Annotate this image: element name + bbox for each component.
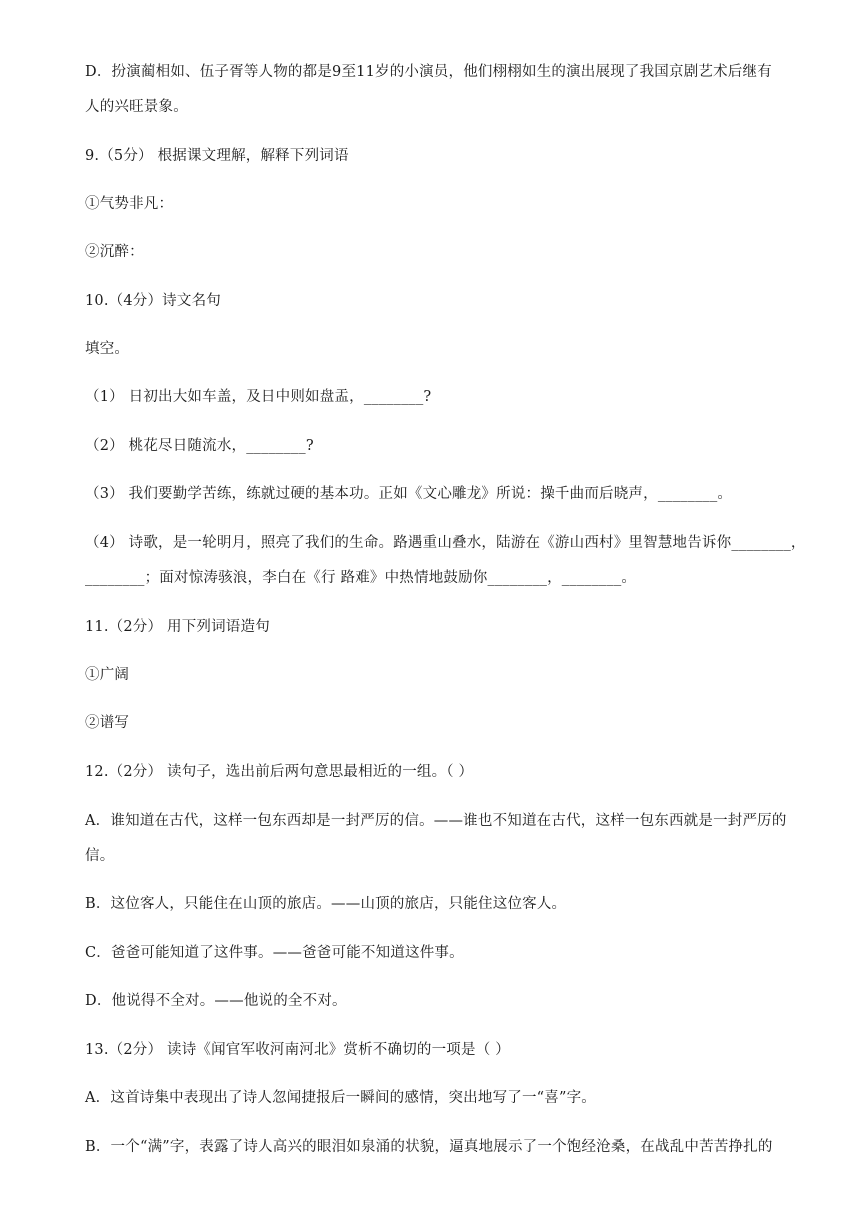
q12-option-a-line-1: A．谁知道在古代，这样一包东西却是一封严厉的信。——谁也不知道在古代，这样一包东西就是一封严厉的 (85, 813, 787, 829)
q10-item-4-line-1: （4） 诗歌，是一轮明月，照亮了我们的生命。路遇重山叠水，陆游在《游山西村》里智慧地告诉你________， (85, 535, 806, 551)
q10-instruction: 填空。 (85, 341, 130, 357)
q12-option-d: D．他说得不全对。——他说的全不对。 (85, 993, 347, 1009)
q11-item-1: ①广阔 (85, 667, 130, 683)
q9-heading: 9.（5分） 根据课文理解，解释下列词语 (85, 148, 349, 164)
q10-item-3: （3） 我们要勤学苦练，练就过硬的基本功。正如《文心雕龙》所说：操千曲而后晓声，________。 (85, 486, 733, 502)
q8-option-d-line-1: D．扮演蔺相如、伍子胥等人物的都是9至11岁的小演员，他们栩栩如生的演出展现了我国京剧艺术后继有 (85, 64, 772, 80)
q11-heading: 11.（2分） 用下列词语造句 (85, 619, 270, 635)
q10-item-4-line-2: ________；面对惊涛骇浪，李白在《行 路难》中热情地鼓励你________，________。 (85, 570, 637, 586)
q11-item-2: ②谱写 (85, 715, 130, 731)
q13-option-a: A．这首诗集中表现出了诗人忽闻捷报后一瞬间的感情，突出地写了一“喜”字。 (85, 1090, 596, 1106)
q10-heading: 10.（4分）诗文名句 (85, 293, 221, 309)
q12-option-a-line-2: 信。 (85, 848, 115, 864)
q13-option-b-line-1: B．一个“满”字，表露了诗人高兴的眼泪如泉涌的状貌，逼真地展示了一个饱经沧桑，在战乱中苦苦挣扎的 (85, 1139, 773, 1155)
q10-item-1: （1） 日初出大如车盖，及日中则如盘盂，________? (85, 389, 432, 405)
q12-option-c: C．爸爸可能知道了这件事。——爸爸可能不知道这件事。 (85, 945, 464, 961)
q13-heading: 13.（2分） 读诗《闻官军收河南河北》赏析不确切的一项是（ ） (85, 1042, 510, 1058)
q12-heading: 12.（2分） 读句子，选出前后两句意思最相近的一组。（ ） (85, 764, 474, 780)
q12-option-b: B．这位客人，只能住在山顶的旅店。——山顶的旅店，只能住这位客人。 (85, 896, 567, 912)
q8-option-d-line-2: 人的兴旺景象。 (85, 99, 188, 115)
q9-item-1: ①气势非凡： (85, 196, 174, 212)
q10-item-2: （2） 桃花尽日随流水，________? (85, 438, 314, 454)
q9-item-2: ②沉醉： (85, 244, 144, 260)
